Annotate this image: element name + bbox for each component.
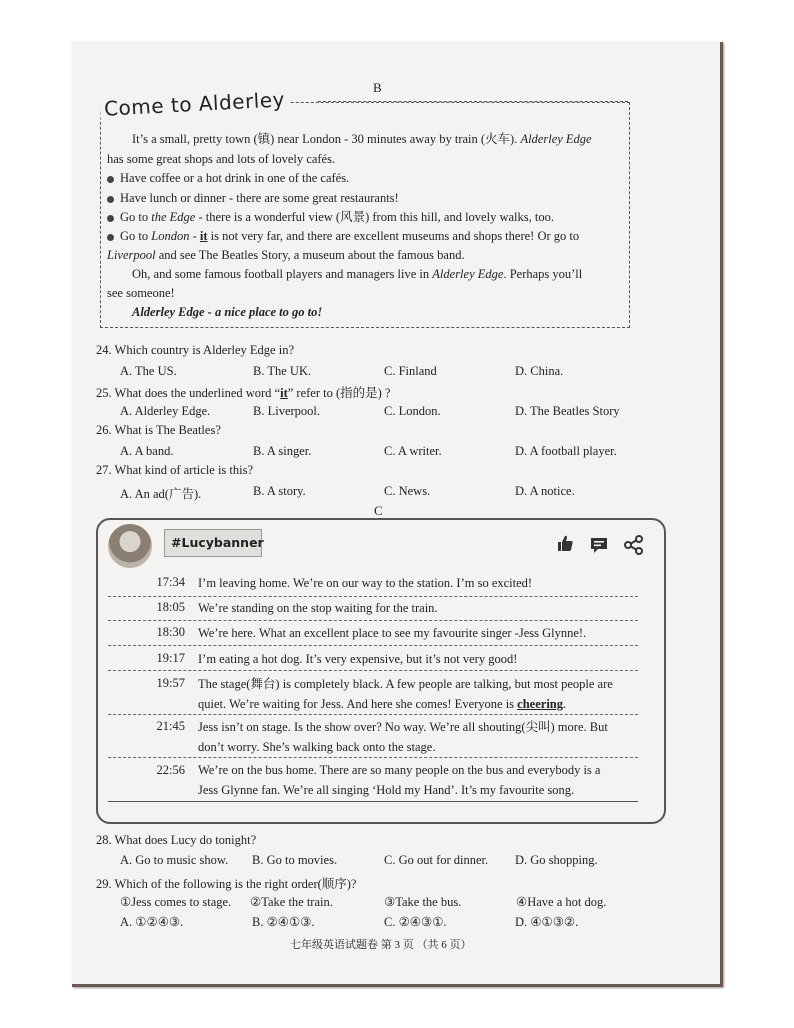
ad-box-top-line: [318, 101, 628, 102]
ad-bullet-2: Have lunch or dinner - there are some great restaurants!: [107, 189, 399, 208]
ad-intro-line2: has some great shops and lots of lovely cafés.: [107, 152, 336, 166]
q24-option-c: C. Finland: [384, 364, 437, 378]
q28-option-c: C. Go out for dinner.: [384, 853, 489, 867]
q29-option-a: A. ①②④③.: [120, 915, 184, 929]
underlined-it: it: [199, 229, 208, 243]
q29-item-2: ②Take the train.: [250, 895, 333, 909]
q27-option-b: B. A story.: [253, 484, 306, 498]
bullet-icon: [107, 196, 114, 203]
entry-divider: [108, 714, 638, 715]
q29-option-b: B. ②④①③.: [252, 915, 315, 929]
q26-option-d: D. A football player.: [515, 444, 617, 458]
q29-item-1: ①Jess comes to stage.: [120, 895, 232, 909]
thumbs-up-icon[interactable]: [556, 534, 574, 552]
section-b-label: B: [373, 80, 382, 95]
entry-text: The stage(舞台) is completely black. A few people are talking, but most people are quiet. We’re waiting for Jess. And here she comes! Everyone is cheering.: [198, 677, 613, 711]
question-28: 28. What does Lucy do tonight?: [96, 833, 257, 847]
entry-time: 21:45: [156, 719, 185, 733]
q28-option-d: D. Go shopping.: [515, 853, 598, 867]
q26-option-b: B. A singer.: [253, 444, 312, 458]
blog-tag: #Lucybanner: [164, 529, 262, 557]
q28-option-a: A. Go to music show.: [120, 853, 229, 867]
entry-time: 19:57: [156, 676, 185, 690]
ad-closing-line2: see someone!: [107, 286, 175, 300]
entry-time: 22:56: [156, 763, 185, 777]
entry-text: I’m leaving home. We’re on our way to the station. I’m so excited!: [198, 576, 533, 590]
q29-item-4: ④Have a hot dog.: [516, 895, 607, 909]
ad-bullet-1: Have coffee or a hot drink in one of the cafés.: [107, 169, 349, 188]
ad-bullet-4-cont: Liverpool and see The Beatles Story, a museum about the famous band.: [107, 248, 465, 262]
section-c-label: C: [374, 503, 383, 518]
avatar: [108, 524, 152, 568]
question-24: 24. Which country is Alderley Edge in?: [96, 343, 294, 357]
ad-slogan: Alderley Edge - a nice place to go to!: [132, 305, 323, 319]
entry-text: Jess isn’t on stage. Is the show over? No way. We’re all shouting(尖叫) more. But don’t worry. She’s walking back onto the stage.: [198, 720, 608, 754]
entry-divider: [108, 596, 638, 597]
q29-option-d: D. ④①③②.: [515, 915, 579, 929]
q27-option-a: A. An ad(广告).: [120, 487, 202, 501]
bullet-icon: [107, 176, 114, 183]
q25-option-c: C. London.: [384, 404, 441, 418]
entry-text: I’m eating a hot dog. It’s very expensive, but it’s not very good!: [198, 652, 518, 666]
entry-divider: [108, 620, 638, 621]
q25-option-a: A. Alderley Edge.: [120, 404, 211, 418]
ad-bullet-3: Go to the Edge - there is a wonderful view (风景) from this hill, and lovely walks, too.: [107, 208, 554, 227]
entry-divider: [108, 757, 638, 758]
q29-item-3: ③Take the bus.: [384, 895, 462, 909]
entry-time: 19:17: [156, 651, 185, 665]
q25-option-d: D. The Beatles Story: [515, 404, 620, 418]
question-26: 26. What is The Beatles?: [96, 423, 221, 437]
entry-divider: [108, 801, 638, 802]
share-icon[interactable]: [624, 535, 644, 555]
q27-option-d: D. A notice.: [515, 484, 575, 498]
q24-option-b: B. The UK.: [253, 364, 312, 378]
entry-text: We’re here. What an excellent place to see my favourite singer -Jess Glynne!.: [198, 626, 587, 640]
q28-option-b: B. Go to movies.: [252, 853, 338, 867]
ad-title: Come to Alderley: [100, 87, 290, 121]
q26-option-a: A. A band.: [120, 444, 174, 458]
q26-option-c: C. A writer.: [384, 444, 442, 458]
ad-intro-line1: It’s a small, pretty town (镇) near London - 30 minutes away by train (火车). Alderley Edge: [132, 132, 592, 146]
question-25: 25. What does the underlined word “it” refer to (指的是) ?: [96, 386, 391, 400]
entry-text: We’re on the bus home. There are so many people on the bus and everybody is a Jess Glynne fan. We’re all singing ‘Hold my Hand’. It’s my favourite song.: [198, 763, 601, 797]
bullet-icon: [107, 215, 114, 222]
q27-option-c: C. News.: [384, 484, 431, 498]
underlined-cheering: cheering: [517, 697, 563, 711]
entry-time: 18:05: [156, 600, 185, 614]
entry-divider: [108, 645, 638, 646]
q29-option-c: C. ②④③①.: [384, 915, 447, 929]
ad-closing-line1: Oh, and some famous football players and managers live in Alderley Edge. Perhaps you’ll: [132, 267, 583, 281]
question-29: 29. Which of the following is the right order(顺序)?: [96, 877, 357, 891]
page-footer: 七年级英语试题卷 第 3 页 （共 6 页）: [290, 939, 472, 951]
ad-bullet-4: Go to London - it is not very far, and there are excellent museums and shops there! Or go to: [107, 227, 579, 246]
q25-option-b: B. Liverpool.: [253, 404, 321, 418]
bullet-icon: [107, 234, 114, 241]
entry-text: We’re standing on the stop waiting for the train.: [198, 601, 438, 615]
question-27: 27. What kind of article is this?: [96, 463, 254, 477]
q24-option-d: D. China.: [515, 364, 564, 378]
entry-time: 18:30: [156, 625, 185, 639]
q24-option-a: A. The US.: [120, 364, 177, 378]
entry-time: 17:34: [156, 575, 185, 589]
comment-icon[interactable]: [590, 536, 608, 554]
entry-divider: [108, 670, 638, 671]
